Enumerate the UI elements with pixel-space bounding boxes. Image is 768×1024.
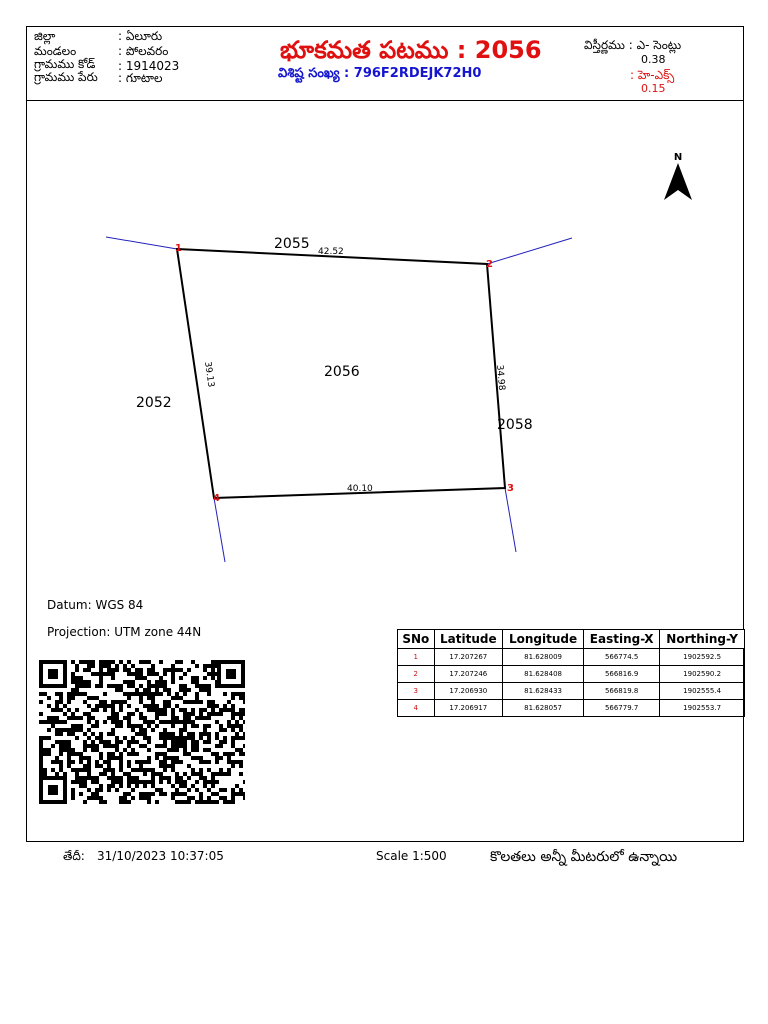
area-acres-value: 0.38: [641, 53, 666, 66]
table-row: [398, 700, 745, 717]
cell-sno: 3: [398, 683, 435, 700]
edge-length-2-3: 34.98: [494, 364, 507, 391]
vertex-label-2: 2: [486, 259, 493, 270]
projection-text: Projection: UTM zone 44N: [47, 625, 202, 639]
cell-longitude: 81.628433: [503, 683, 584, 700]
mandal-value: : పోలవరం: [118, 44, 169, 58]
table-row: [398, 666, 745, 683]
edge-length-3-4: 40.10: [347, 484, 373, 494]
cell-sno: 2: [398, 666, 435, 683]
parcel-number: 2056: [324, 364, 360, 380]
page-title: భూకమత పటము : 2056: [280, 36, 542, 64]
village-code-label: గ్రామము కోడ్: [34, 57, 96, 71]
cell-sno: 1: [398, 649, 435, 666]
units-note: కొలతలు అన్నీ మీటరులో ఉన్నాయి: [490, 849, 678, 865]
table-header-row: [398, 630, 745, 649]
edge-length-4-1: 39.13: [202, 361, 216, 388]
cell-longitude: 81.628057: [503, 700, 584, 717]
unique-id: విశిష్ట సంఖ్య : 796F2RDEJK72H0: [278, 66, 482, 81]
date-value: 31/10/2023 10:37:05: [97, 849, 224, 863]
neighbor-north-number: 2055: [274, 236, 310, 252]
edge-length-1-2: 42.52: [318, 247, 344, 257]
col-header-longitude: Longitude: [503, 630, 584, 649]
cell-easting: 566819.8: [584, 683, 660, 700]
cell-sno: 4: [398, 700, 435, 717]
area-hectare-label: : హె-ఎక్స్: [630, 68, 675, 82]
north-arrow-icon: [664, 163, 692, 200]
col-header-latitude: Latitude: [434, 630, 503, 649]
coordinates-table: [397, 629, 745, 717]
col-header-easting: Easting-X: [584, 630, 660, 649]
col-header-northing: Northing-Y: [660, 630, 745, 649]
north-label: N: [673, 152, 683, 163]
cell-longitude: 81.628408: [503, 666, 584, 683]
village-code-value: : 1914023: [118, 59, 180, 73]
cell-easting: 566779.7: [584, 700, 660, 717]
cell-latitude: 17.207267: [434, 649, 503, 666]
district-value: : ఏలూరు: [118, 29, 163, 43]
scale-text: Scale 1:500: [376, 849, 447, 863]
vertex-label-3: 3: [507, 483, 514, 494]
village-name-value: : గూటాల: [118, 71, 163, 85]
cell-longitude: 81.628009: [503, 649, 584, 666]
mandal-label: మండలం: [34, 44, 77, 58]
qr-code-icon: [39, 660, 245, 804]
cell-northing: 1902555.4: [660, 683, 745, 700]
cell-latitude: 17.206917: [434, 700, 503, 717]
vertex-label-1: 1: [175, 243, 182, 254]
cell-northing: 1902590.2: [660, 666, 745, 683]
cell-latitude: 17.206930: [434, 683, 503, 700]
neighbor-east-number: 2058: [497, 417, 533, 433]
village-name-label: గ్రామము పేరు: [34, 70, 98, 84]
area-label: విస్తీర్ణము : ఎ- సెంట్లు: [584, 38, 682, 52]
district-label: జిల్లా: [34, 29, 56, 43]
vertex-label-4: 4: [213, 493, 220, 504]
area-hectare-value: 0.15: [641, 82, 666, 95]
cell-northing: 1902553.7: [660, 700, 745, 717]
cell-latitude: 17.207246: [434, 666, 503, 683]
extension-lines: [106, 237, 572, 562]
col-header-sno: SNo: [398, 630, 435, 649]
cell-easting: 566816.9: [584, 666, 660, 683]
neighbor-west-number: 2052: [136, 395, 172, 411]
cell-northing: 1902592.5: [660, 649, 745, 666]
table-row: [398, 683, 745, 700]
datum-text: Datum: WGS 84: [47, 598, 144, 612]
cell-easting: 566774.5: [584, 649, 660, 666]
table-row: [398, 649, 745, 666]
date-label: తేదీ:: [63, 849, 85, 863]
